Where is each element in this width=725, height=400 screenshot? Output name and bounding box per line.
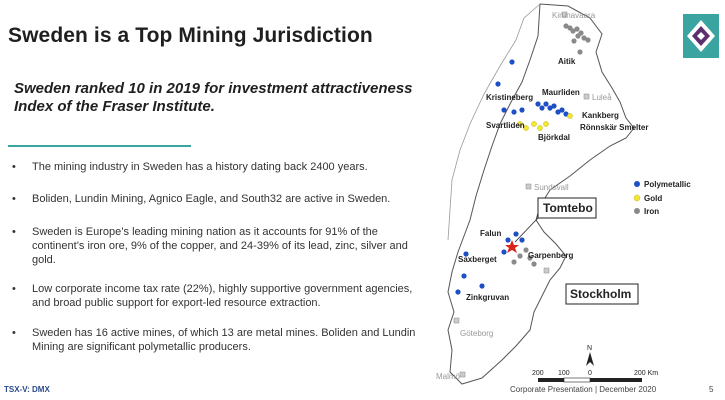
iron-mine-marker — [574, 26, 579, 31]
mine-label-falun: Falun — [480, 229, 502, 238]
iron-mine-marker — [577, 49, 582, 54]
north-label: N — [587, 345, 593, 352]
iron-mine-marker — [517, 253, 522, 258]
scale-tick-label: 200 — [532, 370, 544, 377]
gold-mine-marker — [567, 113, 572, 118]
polymetallic-mine-marker — [479, 283, 484, 288]
iron-mine-marker — [571, 38, 576, 43]
polymetallic-mine-marker — [513, 231, 518, 236]
polymetallic-mine-marker — [455, 289, 460, 294]
accent-divider — [8, 145, 191, 147]
polymetallic-mine-marker — [551, 103, 556, 108]
tomtebo-label: Tomtebo — [543, 201, 593, 215]
mine-label-ronnskar: Rönnskär Smelter — [580, 123, 649, 132]
mine-label-bjorkdal: Björkdal — [538, 133, 571, 142]
footer-presentation-label: Corporate Presentation | December 2020 — [510, 385, 657, 394]
city-label: Sundsvall — [534, 183, 569, 192]
page-subtitle: Sweden ranked 10 in 2019 for investment attractiveness Index of the Fraser Institute. — [14, 80, 413, 115]
scale-segment — [538, 378, 564, 382]
city-kiruna — [552, 11, 596, 20]
polymetallic-mine-marker — [543, 101, 548, 106]
mine-label-aitik: Aitik — [558, 57, 576, 66]
stockholm-label: Stockholm — [570, 287, 632, 301]
polymetallic-mine-marker — [559, 107, 564, 112]
map-legend — [634, 180, 691, 216]
stockholm-callout — [544, 268, 638, 304]
mine-label-kristineberg: Kristineberg — [486, 93, 534, 102]
iron-mine-marker — [575, 33, 580, 38]
polymetallic-mine-marker — [495, 81, 500, 86]
north-arrow-icon — [586, 352, 594, 366]
polymetallic-mine-marker — [501, 249, 506, 254]
polymetallic-mine-marker — [535, 101, 540, 106]
ticker-label: TSX-V: DMX — [4, 385, 50, 394]
city-square-icon — [454, 318, 459, 323]
bullet-text: Sweden has 16 active mines, of which 13 are metal mines. Boliden and Lundin Mining are significant polymetallic producers. — [32, 327, 416, 353]
legend-polymetallic-swatch — [634, 181, 640, 187]
mine-label-maurliden: Maurliden — [542, 88, 580, 97]
scale-tick-label: 200 Km — [634, 370, 659, 377]
polymetallic-mine-marker — [539, 105, 544, 110]
north-arrow — [586, 345, 594, 366]
scale-tick-label: 0 — [588, 370, 592, 377]
tomtebo-callout — [538, 198, 596, 218]
polymetallic-mine-marker — [519, 237, 524, 242]
city-square-icon — [526, 184, 531, 189]
bullet-dot: • — [12, 327, 16, 339]
bullet-text: Low corporate income tax rate (22%), highly supportive government agencies, and broad public support for export-led resource extraction. — [32, 283, 413, 309]
iron-mine-marker — [511, 259, 516, 264]
polymetallic-mine-marker — [461, 273, 466, 278]
bullet-dot: • — [12, 283, 16, 295]
gold-mine-marker — [537, 125, 542, 130]
mine-label-zinkgruvan: Zinkgruvan — [466, 293, 510, 302]
city-label: Kirunavaara — [552, 11, 596, 20]
legend-gold-swatch — [634, 195, 640, 201]
page-title: Sweden is a Top Mining Jurisdiction — [8, 24, 373, 47]
scale-tick-label: 100 — [558, 370, 570, 377]
bullet-dot: • — [12, 193, 16, 205]
legend-iron-label: Iron — [644, 207, 660, 216]
bullet-text: Boliden, Lundin Mining, Agnico Eagle, and South32 are active in Sweden. — [32, 193, 391, 205]
scale-bar — [532, 370, 658, 382]
polymetallic-mine-marker — [519, 107, 524, 112]
legend-gold-label: Gold — [644, 194, 663, 203]
polymetallic-mine-marker — [511, 109, 516, 114]
polymetallic-mine-marker — [509, 59, 514, 64]
bullet-dot: • — [12, 161, 16, 173]
scale-segment — [590, 378, 642, 382]
city-square-icon — [544, 268, 549, 273]
iron-mine-marker — [585, 37, 590, 42]
gold-mine-marker — [543, 121, 548, 126]
city-label: Luleå — [592, 93, 612, 102]
iron-mine-marker — [531, 261, 536, 266]
mine-label-garpenberg: Garpenberg — [528, 251, 574, 260]
sweden-map — [420, 0, 720, 392]
gold-mine-marker — [531, 121, 536, 126]
polymetallic-mine-marker — [501, 107, 506, 112]
bullet-text: The mining industry in Sweden has a history dating back 2400 years. — [32, 161, 368, 173]
city-label: Göteborg — [460, 329, 494, 338]
mine-label-kankberg: Kankberg — [582, 111, 619, 120]
mine-label-svartliden: Svartliden — [486, 121, 525, 130]
bullet-text: Sweden is Europe’s leading mining nation as it accounts for 91% of the continent’s iron ore, 9% of the copper, and 24-39% of its lead, zinc, silver and gold. — [32, 226, 408, 266]
bullet-dot: • — [12, 226, 16, 238]
legend-polymetallic-label: Polymetallic — [644, 180, 691, 189]
city-label: Malmö — [436, 372, 461, 381]
scale-segment — [564, 378, 590, 382]
mine-label-saxberget: Saxberget — [458, 255, 497, 264]
sweden-outline — [448, 4, 634, 384]
polymetallic-mine-marker — [505, 237, 510, 242]
city-square-icon — [584, 94, 589, 99]
legend-iron-swatch — [634, 208, 640, 214]
city-square-icon — [460, 372, 465, 377]
page-number: 5 — [709, 385, 714, 394]
